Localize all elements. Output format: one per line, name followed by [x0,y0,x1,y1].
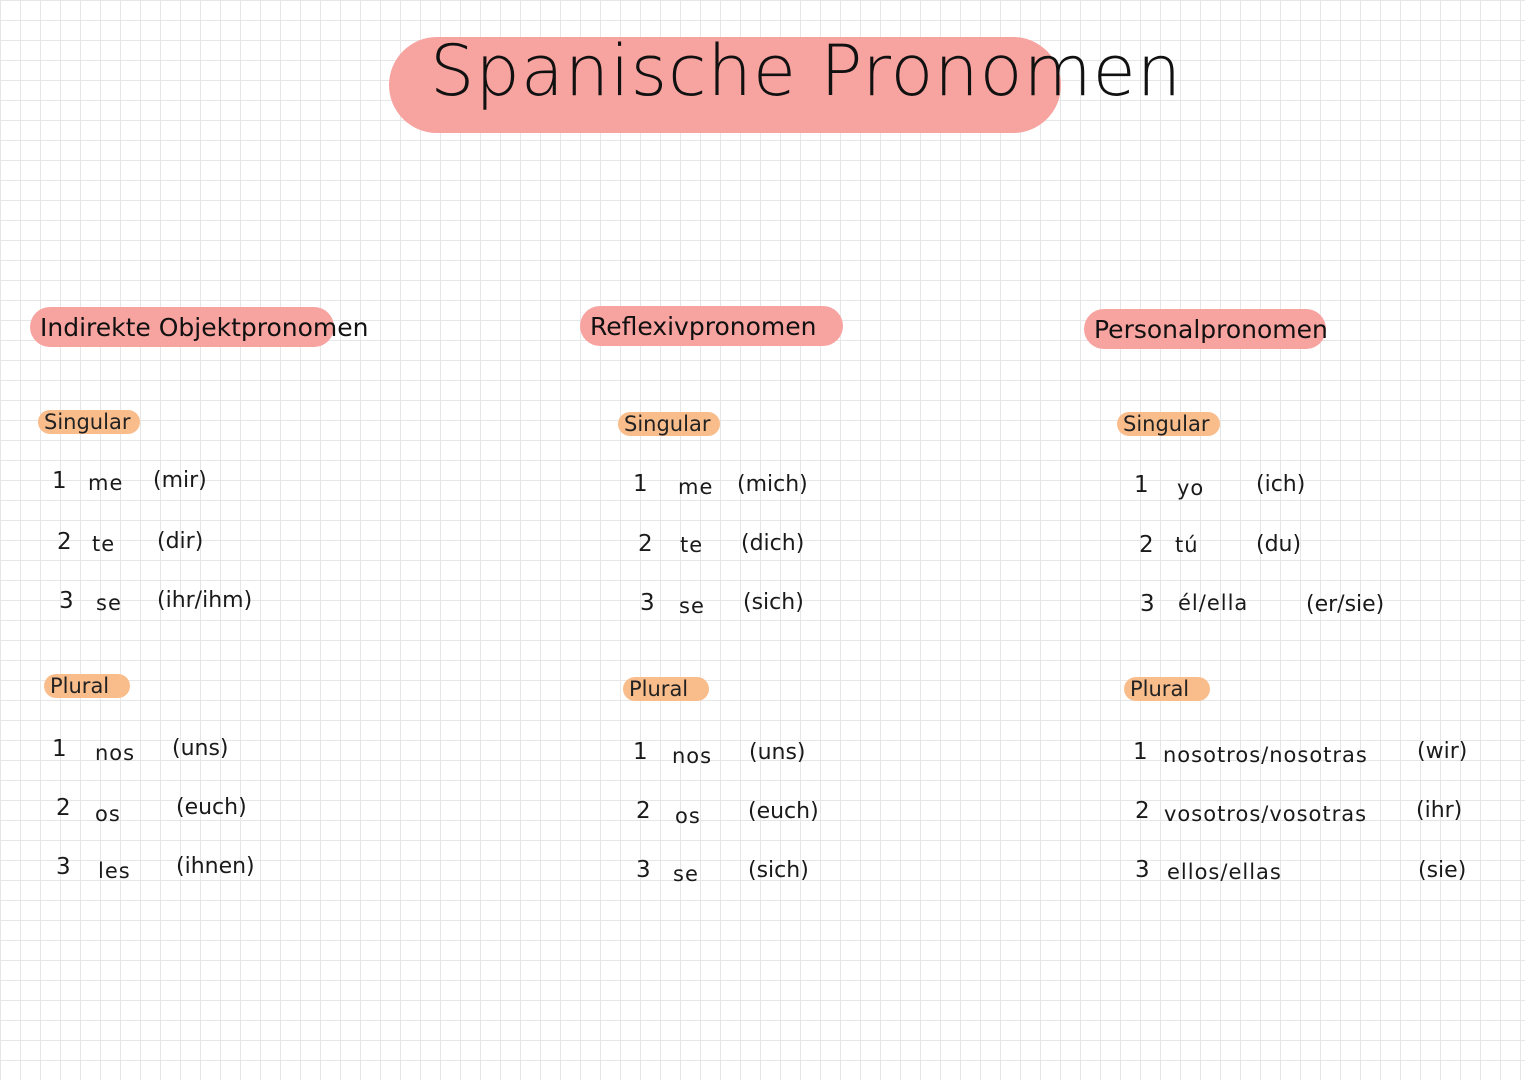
pronoun: yo [1177,476,1205,500]
pronoun: os [95,802,121,826]
row-number: 1 [1133,739,1148,765]
translation: (ihr/ihm) [157,588,253,613]
row-number: 2 [636,798,651,824]
translation: (er/sie) [1306,592,1385,617]
pronoun: se [96,591,122,615]
translation: (ihnen) [176,854,255,879]
section-heading: Reflexivpronomen [580,306,843,346]
pronoun: te [92,532,116,556]
translation: (uns) [749,740,806,765]
singular-label: Singular [38,410,140,434]
pronoun: te [680,533,704,557]
row-number: 1 [52,468,67,494]
pronoun: me [678,475,714,499]
row-number: 3 [1140,591,1155,617]
translation: (mir) [153,468,207,493]
translation: (euch) [176,795,247,820]
translation: (ihr) [1416,798,1463,823]
row-number: 1 [633,739,648,765]
pronoun: me [88,471,124,495]
plural-label: Plural [623,677,709,701]
pronoun: les [98,859,131,883]
plural-label: Plural [44,674,130,698]
page-title: Spanische Pronomen [430,30,1183,112]
pronoun: se [679,594,705,618]
row-number: 1 [633,471,648,497]
pronoun: os [675,804,701,828]
pronoun: nosotros/nosotras [1163,743,1368,767]
singular-label: Singular [1117,412,1220,436]
translation: (sich) [748,858,809,883]
row-number: 2 [1135,798,1150,824]
pronoun: ellos/ellas [1167,860,1282,884]
row-number: 2 [1139,532,1154,558]
row-number: 3 [640,590,655,616]
pronoun: tú [1175,533,1199,557]
row-number: 1 [52,736,67,762]
translation: (wir) [1417,739,1468,764]
section-heading: Indirekte Objektpronomen [30,307,334,347]
translation: (uns) [172,736,229,761]
row-number: 3 [1135,857,1150,883]
translation: (sich) [743,590,804,615]
pronoun: nos [672,744,713,768]
translation: (dir) [157,529,204,554]
translation: (ich) [1256,472,1306,497]
singular-label: Singular [618,412,720,436]
row-number: 2 [57,529,72,555]
row-number: 3 [56,854,71,880]
pronoun: nos [95,741,136,765]
row-number: 3 [59,588,74,614]
pronoun: vosotros/vosotras [1164,802,1368,826]
translation: (sie) [1418,858,1467,883]
row-number: 2 [638,531,653,557]
row-number: 1 [1134,472,1149,498]
translation: (dich) [741,531,805,556]
pronoun: él/ella [1178,591,1249,615]
translation: (du) [1256,532,1302,557]
translation: (mich) [737,472,808,497]
pronoun: se [673,862,699,886]
plural-label: Plural [1124,677,1210,701]
row-number: 3 [636,857,651,883]
section-heading: Personalpronomen [1084,309,1326,349]
row-number: 2 [56,795,71,821]
translation: (euch) [748,799,819,824]
